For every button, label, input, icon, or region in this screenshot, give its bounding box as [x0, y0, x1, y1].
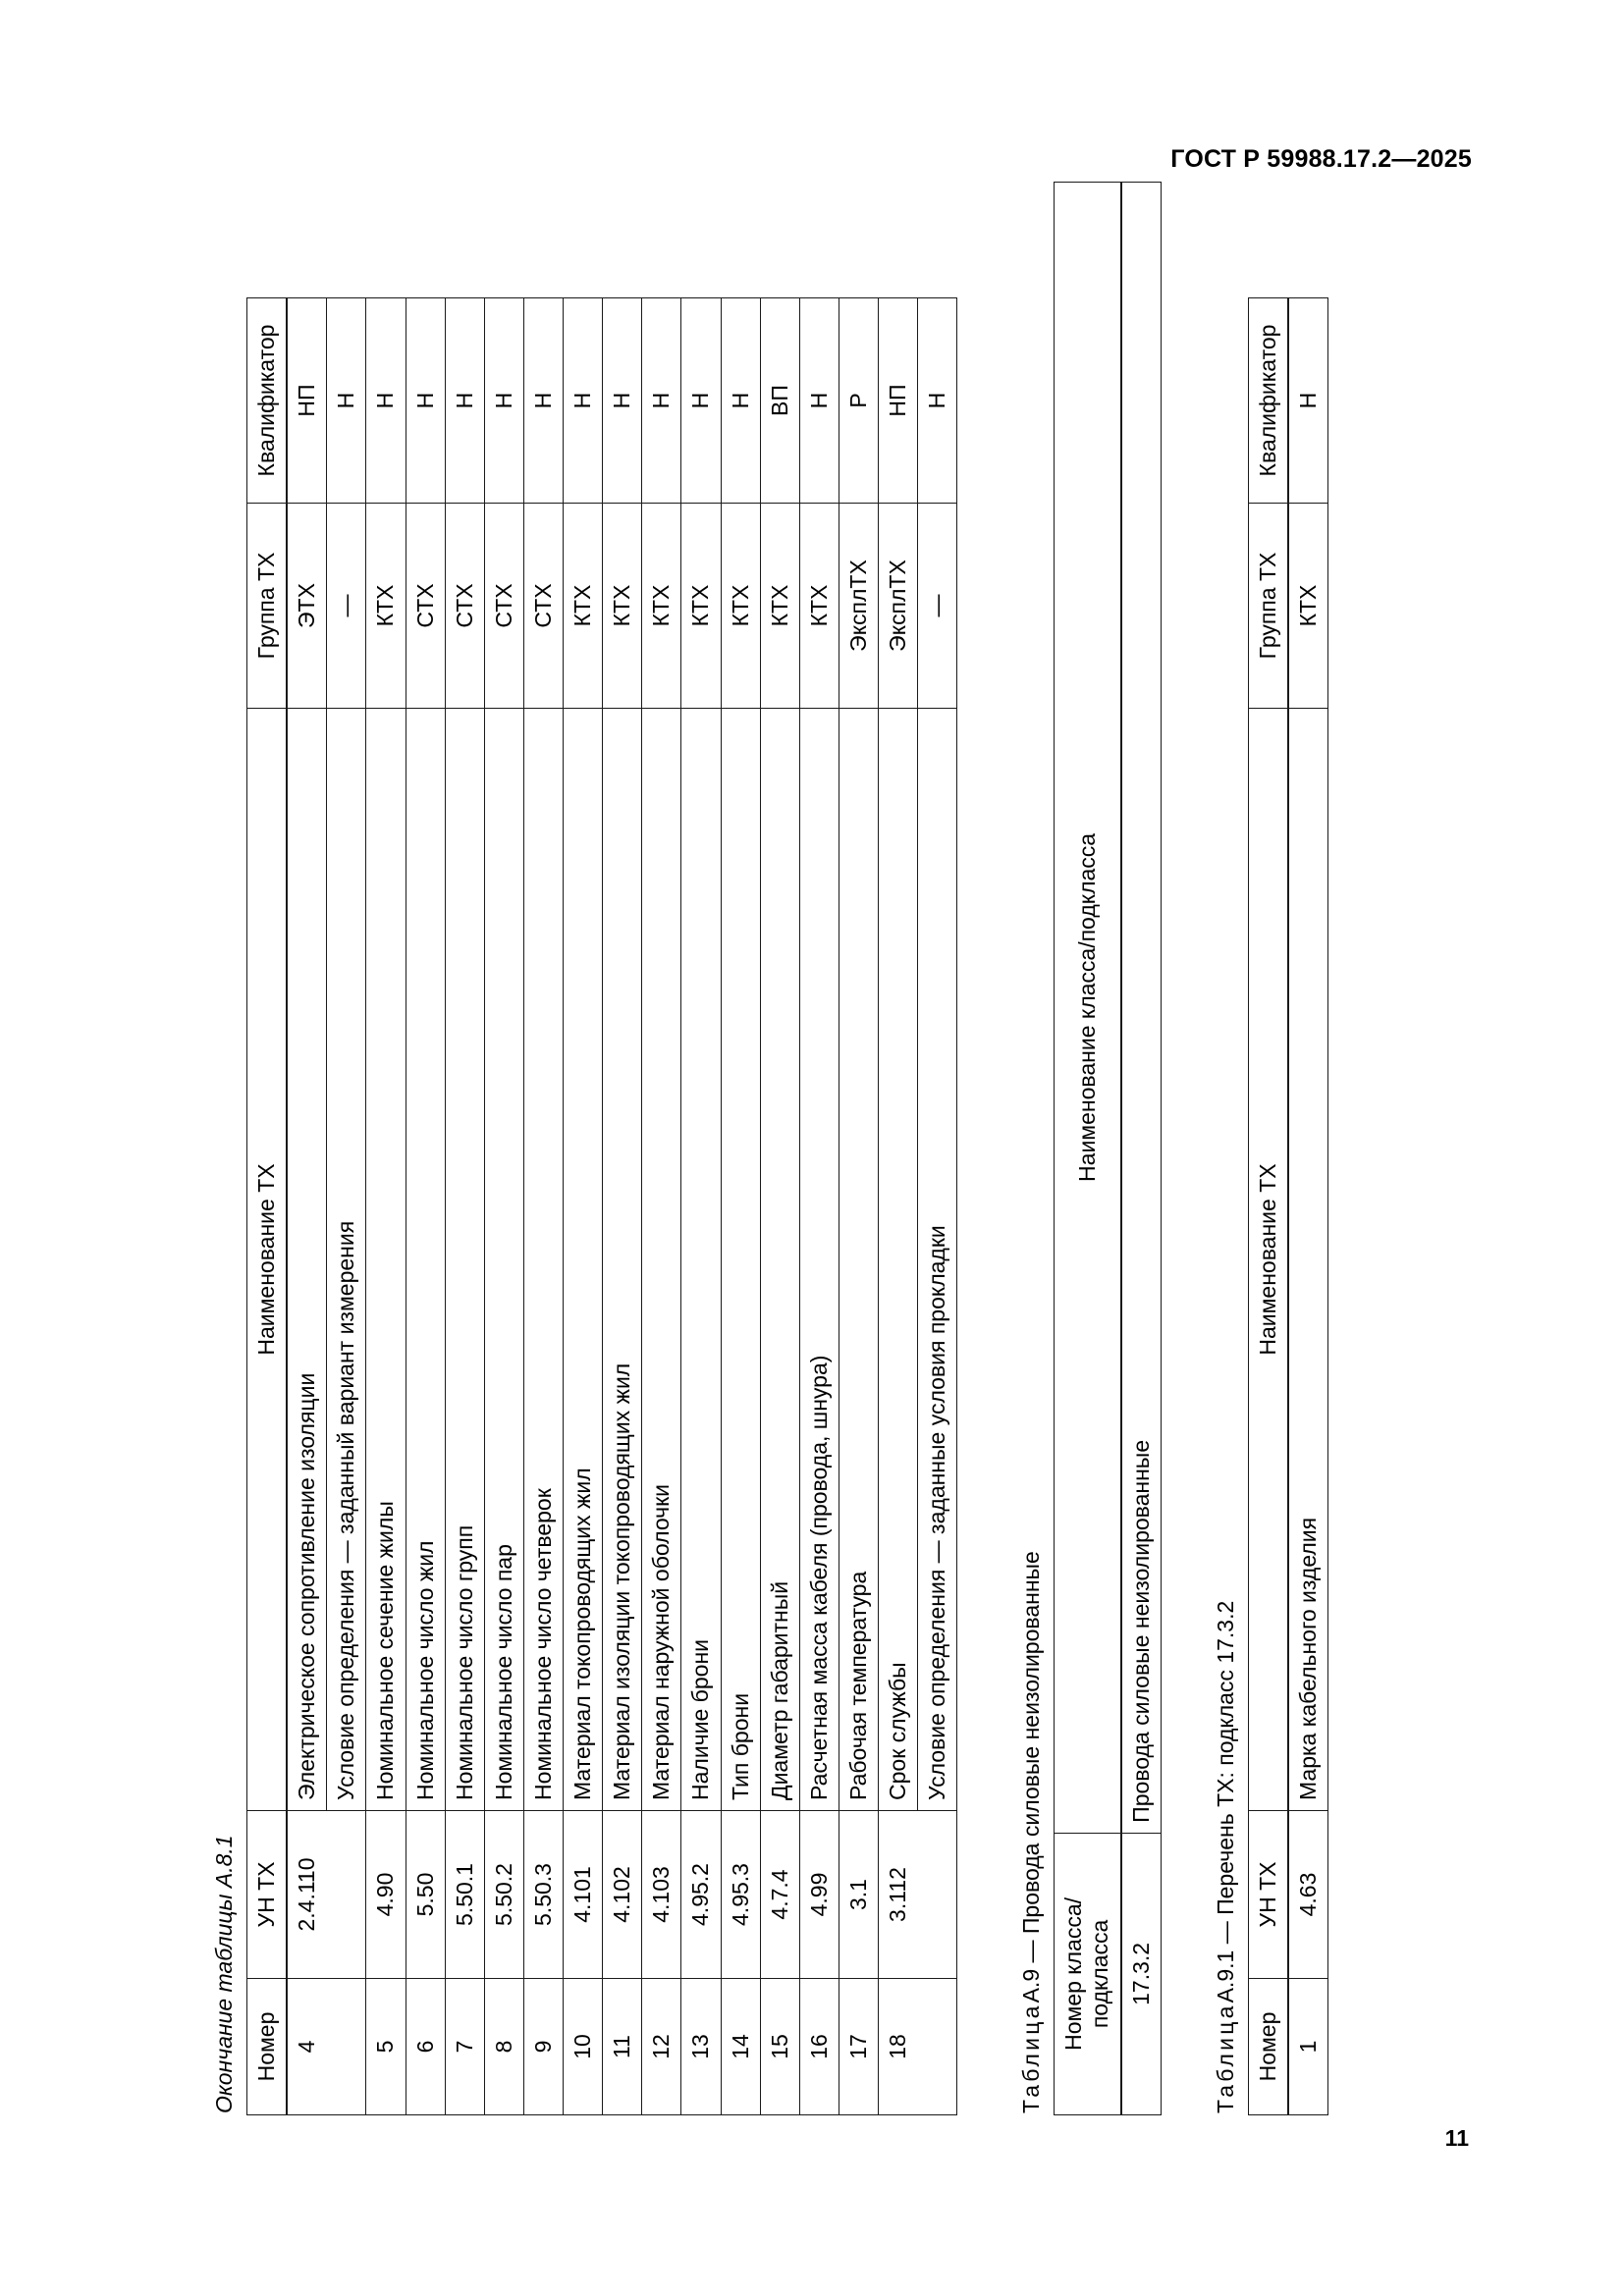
- cell-qualifier: Н: [484, 297, 523, 503]
- spacer-after-a81: [957, 182, 1018, 2115]
- table-row: [287, 297, 327, 2114]
- cell-number: 8: [484, 1978, 523, 2114]
- header-un-tx: УН ТХ: [1248, 1810, 1288, 1978]
- cell-qualifier: Н: [523, 297, 563, 503]
- table-row: [760, 297, 799, 2114]
- table-a91: [1248, 297, 1328, 2115]
- cell-number: [327, 1978, 366, 2114]
- cell-name_tx: Номинальное число групп: [445, 708, 484, 1810]
- cell-number: 9: [523, 1978, 563, 2114]
- table-a81: [246, 297, 957, 2115]
- cell-qualifier: Н: [681, 297, 721, 503]
- caption-a91-rest: А.9.1 — Перечень ТХ: подкласс 17.3.2: [1212, 1600, 1238, 2002]
- caption-table-a91: [1213, 182, 1239, 2113]
- cell-un_tx: 4.63: [1288, 1810, 1328, 1978]
- cell-class_number: 17.3.2: [1121, 1833, 1162, 2114]
- cell-number: 10: [564, 1978, 603, 2114]
- cell-group_tx: ЭТХ: [287, 503, 327, 708]
- cell-name_tx: Марка кабельного изделия: [1288, 708, 1328, 1810]
- table-row: [721, 297, 760, 2114]
- cell-number: 7: [445, 1978, 484, 2114]
- cell-name_tx: Материал наружной оболочки: [642, 708, 681, 1810]
- header-number: Номер: [1248, 1978, 1288, 2114]
- table-row: [523, 297, 563, 2114]
- header-name-tx: Наименование ТХ: [1248, 708, 1288, 1810]
- table-a81-header-row: [247, 297, 288, 2114]
- caption-table-a9: [1018, 182, 1045, 2113]
- cell-number: 14: [721, 1978, 760, 2114]
- cell-un_tx: 4.95.2: [681, 1810, 721, 1978]
- cell-un_tx: 5.50: [406, 1810, 445, 1978]
- cell-number: 5: [366, 1978, 406, 2114]
- cell-name_tx: Расчетная масса кабеля (провода, шнура): [799, 708, 839, 1810]
- cell-qualifier: Н: [1288, 297, 1328, 503]
- header-group-tx: Группа ТХ: [1248, 503, 1288, 708]
- cell-group_tx: КТХ: [603, 503, 642, 708]
- spacer-after-a9: [1162, 182, 1213, 2115]
- cell-name_tx: Рабочая температура: [839, 708, 878, 1810]
- cell-group_tx: КТХ: [1288, 503, 1328, 708]
- cell-number: 16: [799, 1978, 839, 2114]
- cell-un_tx: 2.4.110: [287, 1810, 327, 1978]
- cell-number: 6: [406, 1978, 445, 2114]
- cell-name_tx: Наличие брони: [681, 708, 721, 1810]
- table-row: [839, 297, 878, 2114]
- cell-qualifier: Н: [366, 297, 406, 503]
- table-a9-header-row: [1055, 182, 1121, 2114]
- cell-group_tx: СТХ: [406, 503, 445, 708]
- cell-group_tx: КТХ: [564, 503, 603, 708]
- cell-un_tx: 5.50.1: [445, 1810, 484, 1978]
- header-group-tx: Группа ТХ: [247, 503, 288, 708]
- cell-group_tx: КТХ: [642, 503, 681, 708]
- header-class-name: Наименование класса/подкласса: [1055, 182, 1121, 1833]
- table-row: [327, 297, 366, 2114]
- table-row: [1288, 297, 1328, 2114]
- cell-qualifier: Н: [445, 297, 484, 503]
- table-a81-body: [287, 297, 957, 2114]
- cell-name_tx: Срок службы: [879, 708, 918, 1810]
- cell-name_tx: Материал изоляции токопроводящих жил: [603, 708, 642, 1810]
- table-row: [681, 297, 721, 2114]
- cell-group_tx: КТХ: [799, 503, 839, 708]
- cell-group_tx: —: [327, 503, 366, 708]
- running-header-standard-id: ГОСТ Р 59988.17.2—2025: [1170, 145, 1472, 173]
- cell-group_tx: СТХ: [484, 503, 523, 708]
- cell-un_tx: [918, 1810, 957, 1978]
- cell-un_tx: 4.103: [642, 1810, 681, 1978]
- cell-un_tx: 5.50.3: [523, 1810, 563, 1978]
- cell-group_tx: КТХ: [721, 503, 760, 708]
- cell-qualifier: Н: [327, 297, 366, 503]
- cell-un_tx: 4.90: [366, 1810, 406, 1978]
- cell-number: 4: [287, 1978, 327, 2114]
- cell-un_tx: 4.101: [564, 1810, 603, 1978]
- cell-qualifier: Р: [839, 297, 878, 503]
- table-row: [445, 297, 484, 2114]
- cell-group_tx: ЭксплТХ: [839, 503, 878, 708]
- cell-qualifier: ВП: [760, 297, 799, 503]
- table-a9-body: [1121, 182, 1162, 2114]
- cell-name_tx: Номинальное число четверок: [523, 708, 563, 1810]
- table-row: [799, 297, 839, 2114]
- cell-name_tx: Тип брони: [721, 708, 760, 1810]
- cell-un_tx: 4.99: [799, 1810, 839, 1978]
- table-row: [603, 297, 642, 2114]
- caption-table-a81: Окончание таблицы А.8.1: [211, 1834, 237, 2113]
- cell-qualifier: Н: [564, 297, 603, 503]
- table-row: [564, 297, 603, 2114]
- cell-un_tx: 4.95.3: [721, 1810, 760, 1978]
- header-qualifier: Квалификатор: [1248, 297, 1288, 503]
- cell-number: 18: [879, 1978, 918, 2114]
- cell-group_tx: КТХ: [366, 503, 406, 708]
- cell-qualifier: Н: [406, 297, 445, 503]
- cell-qualifier: Н: [918, 297, 957, 503]
- cell-number: 1: [1288, 1978, 1328, 2114]
- caption-a91-prefix: Таблица: [1212, 2002, 1238, 2113]
- cell-qualifier: Н: [603, 297, 642, 503]
- cell-name_tx: Номинальное число пар: [484, 708, 523, 1810]
- cell-name_tx: Диаметр габаритный: [760, 708, 799, 1810]
- caption-a9-rest: А.9 — Провода силовые неизолированные: [1018, 1550, 1045, 2002]
- cell-name_tx: Номинальное сечение жилы: [366, 708, 406, 1810]
- cell-number: 13: [681, 1978, 721, 2114]
- cell-un_tx: 4.102: [603, 1810, 642, 1978]
- cell-qualifier: Н: [721, 297, 760, 503]
- table-row: [366, 297, 406, 2114]
- cell-group_tx: СТХ: [523, 503, 563, 708]
- cell-qualifier: Н: [799, 297, 839, 503]
- cell-number: 17: [839, 1978, 878, 2114]
- table-a9: [1054, 182, 1161, 2115]
- table-row: [484, 297, 523, 2114]
- table-row: [1121, 182, 1162, 2114]
- cell-qualifier: Н: [642, 297, 681, 503]
- table-a91-body: [1288, 297, 1328, 2114]
- page-number: 11: [1444, 2125, 1469, 2151]
- table-stack: [211, 182, 1328, 2115]
- cell-un_tx: 4.7.4: [760, 1810, 799, 1978]
- header-class-number: Номер класса/подкласса: [1055, 1833, 1121, 2114]
- table-row: [406, 297, 445, 2114]
- table-row: [642, 297, 681, 2114]
- cell-name_tx: Условие определения — заданный вариант измерения: [327, 708, 366, 1810]
- cell-name_tx: Номинальное число жил: [406, 708, 445, 1810]
- cell-group_tx: СТХ: [445, 503, 484, 708]
- cell-name_tx: Условие определения — заданные условия прокладки: [918, 708, 957, 1810]
- header-name-tx: Наименование ТХ: [247, 708, 288, 1810]
- cell-class_name: Провода силовые неизолированные: [1121, 182, 1162, 1833]
- cell-qualifier: НП: [879, 297, 918, 503]
- header-qualifier: Квалификатор: [247, 297, 288, 503]
- table-a91-header-row: [1248, 297, 1288, 2114]
- table-row: [918, 297, 957, 2114]
- table-row: [879, 297, 918, 2114]
- cell-number: 12: [642, 1978, 681, 2114]
- cell-un_tx: [327, 1810, 366, 1978]
- cell-name_tx: Материал токопроводящих жил: [564, 708, 603, 1810]
- cell-number: 15: [760, 1978, 799, 2114]
- cell-group_tx: —: [918, 503, 957, 708]
- cell-qualifier: НП: [287, 297, 327, 503]
- cell-un_tx: 3.1: [839, 1810, 878, 1978]
- cell-un_tx: 3.112: [879, 1810, 918, 1978]
- cell-number: 11: [603, 1978, 642, 2114]
- cell-number: [918, 1978, 957, 2114]
- cell-un_tx: 5.50.2: [484, 1810, 523, 1978]
- cell-group_tx: КТХ: [760, 503, 799, 708]
- caption-a9-prefix: Таблица: [1018, 2002, 1045, 2113]
- header-number: Номер: [247, 1978, 288, 2114]
- header-un-tx: УН ТХ: [247, 1810, 288, 1978]
- cell-name_tx: Электрическое сопротивление изоляции: [287, 708, 327, 1810]
- rotated-page-body: [193, 142, 1431, 2155]
- cell-group_tx: ЭксплТХ: [879, 503, 918, 708]
- cell-group_tx: КТХ: [681, 503, 721, 708]
